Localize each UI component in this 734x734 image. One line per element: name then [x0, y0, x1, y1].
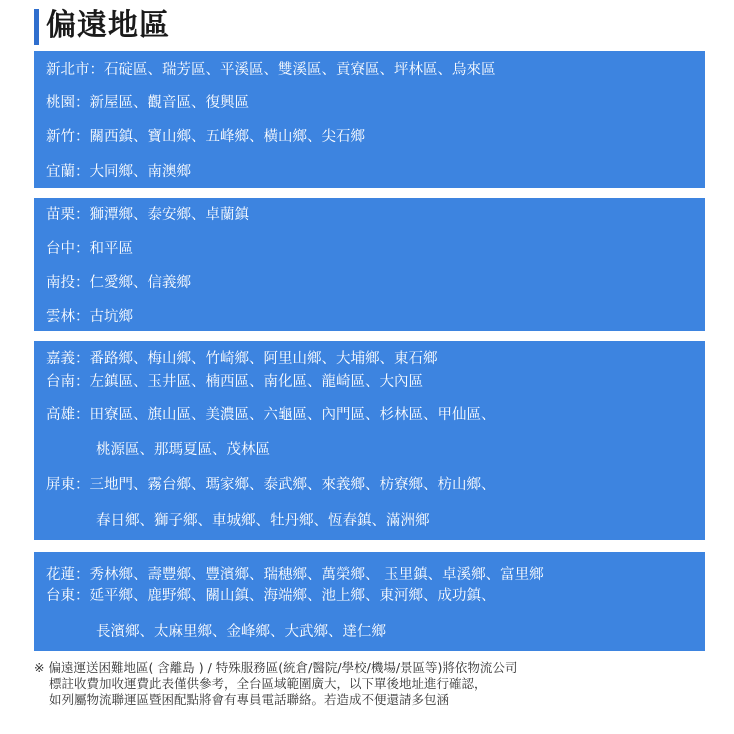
- region-row: 台南：左鎮區、玉井區、楠西區、南化區、龍崎區、大內區: [46, 374, 423, 390]
- region-row: 宜蘭：大同鄉、南澳鄉: [46, 164, 191, 180]
- region-row: 台東：延平鄉、鹿野鄉、關山鎮、海端鄉、池上鄉、東河鄉、成功鎮、: [46, 588, 496, 604]
- region-row: 南投：仁愛鄉、信義鄉: [46, 275, 191, 291]
- region-block-east: [34, 552, 705, 651]
- region-row: 嘉義：番路鄉、梅山鄉、竹崎鄉、阿里山鄉、大埔鄉、東石鄉: [46, 351, 438, 367]
- footnote-line: ※ 偏遠運送困難地區( 含離島 ) / 特殊服務區(統倉/醫院/學校/機場/景區等)將依物流公司: [34, 660, 518, 675]
- region-row: 高雄：田寮區、旗山區、美濃區、六龜區、內門區、杉林區、甲仙區、: [46, 407, 496, 423]
- region-row: 長濱鄉、太麻里鄉、金峰鄉、大武鄉、達仁鄉: [96, 624, 386, 640]
- region-row: 屏東：三地門、霧台鄉、瑪家鄉、泰武鄉、來義鄉、枋寮鄉、枋山鄉、: [46, 477, 496, 493]
- region-row: 春日鄉、獅子鄉、車城鄉、牡丹鄉、恆春鎮、滿洲鄉: [96, 513, 430, 529]
- region-row: 雲林：古坑鄉: [46, 309, 133, 325]
- footnote: [34, 660, 705, 708]
- region-row: 桃源區、那瑪夏區、茂林區: [96, 442, 270, 458]
- region-block-south: [34, 341, 705, 540]
- region-row: 新北市：石碇區、瑞芳區、平溪區、雙溪區、貢寮區、坪林區、烏來區: [46, 62, 496, 78]
- region-row: 桃園：新屋區、觀音區、復興區: [46, 95, 249, 111]
- page-title: 偏遠地區: [46, 8, 170, 43]
- region-row: 台中：和平區: [46, 241, 133, 257]
- region-row: 苗栗：獅潭鄉、泰安鄉、卓蘭鎮: [46, 207, 249, 223]
- region-block-central: [34, 198, 705, 331]
- title-accent-bar: [34, 9, 39, 45]
- footnote-line: 如列屬物流聯運區暨困配點將會有專員電話聯絡。若造成不便還請多包涵: [49, 692, 450, 707]
- footnote-line: 標註收費加收運費此表僅供參考，全台區域範圍廣大，以下單後地址進行確認，: [49, 676, 487, 691]
- region-row: 花蓮：秀林鄉、壽豐鄉、豐濱鄉、瑞穗鄉、萬榮鄉、 玉里鎮、卓溪鄉、富里鄉: [46, 567, 544, 583]
- region-row: 新竹：關西鎮、寶山鄉、五峰鄉、橫山鄉、尖石鄉: [46, 129, 365, 145]
- region-block-north: [34, 51, 705, 188]
